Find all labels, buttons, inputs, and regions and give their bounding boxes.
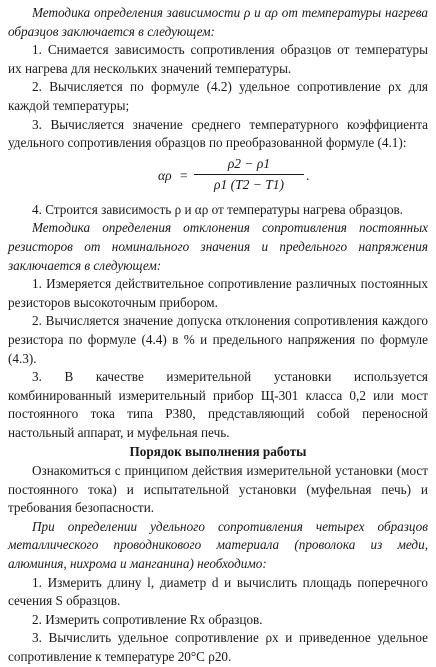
formula-lhs: αρ bbox=[158, 167, 172, 183]
formula-equals: = bbox=[180, 167, 188, 183]
procedure-step-1: 1. Измерить длину l, диаметр d и вычислить площадь поперечного сечения S образцов. bbox=[8, 574, 428, 609]
procedure-step-3: 3. Вычислить удельное сопротивление ρx и приведенное удельное сопротивление к температуре 20°С ρ20. bbox=[8, 630, 428, 664]
method-2-step-1: 1. Измеряется действительное сопротивление различных постоянных резисторов высокоточным прибором. bbox=[8, 276, 428, 310]
step-4: 4. Строится зависимость ρ и αρ от температуры нагрева образцов. bbox=[32, 201, 404, 217]
formula-fraction bbox=[194, 155, 304, 195]
formula-end: . bbox=[306, 167, 310, 183]
formula-numerator: ρ2 − ρ1 bbox=[194, 155, 304, 176]
intro-paragraph: Методика определения зависимости ρ и αρ от температуры нагрева образцов заключается в следующем: bbox=[8, 5, 428, 39]
formula-alpha-rho bbox=[8, 153, 428, 201]
section-heading: Порядок выполнения работы bbox=[129, 444, 307, 460]
method-2-step-2: 2. Вычисляется значение допуска отклонения сопротивления каждого резистора по формуле (4.4) в % и предельного напряжения по формуле (4.3). bbox=[8, 313, 428, 366]
method-2-step-3: 3. В качестве измерительной установки используется комбинированный измерительный прибор Щ-301 класса 0,2 или мост постоянного тока типа Р380, представляющий собой переносной настольный аппарат, и муфельная печь. bbox=[8, 369, 428, 440]
method-2-paragraph: Методика определения отклонения сопротивления постоянных резисторов от номинального значения и предельного напряжения заключается в следующем: bbox=[8, 220, 428, 273]
step-3: 3. Вычисляется значение среднего температурного коэффициента удельного сопротивления образцов по преобразованной формуле (4.1): bbox=[8, 116, 428, 151]
procedure-paragraph-1: Ознакомиться с принципом действия измерительной установки (мост постоянного тока) и испытательной установки (муфельная печь) и требования безопасности. bbox=[8, 463, 428, 516]
step-1: 1. Снимается зависимость сопротивления образцов от температуры их нагрева для нескольких значений температуры. bbox=[8, 42, 428, 76]
step-2: 2. Вычисляется по формуле (4.2) удельное сопротивление ρx для каждой температуры; bbox=[8, 79, 428, 113]
formula-denominator: ρ1 (T2 − T1) bbox=[214, 177, 284, 193]
procedure-step-2: 2. Измерить сопротивление Rx образцов. bbox=[32, 611, 263, 627]
procedure-paragraph-2: При определении удельного сопротивления четырех образцов металлического проводникового материала (проволока из меди, алюминия, нихрома и манганина) необходимо: bbox=[8, 518, 428, 572]
